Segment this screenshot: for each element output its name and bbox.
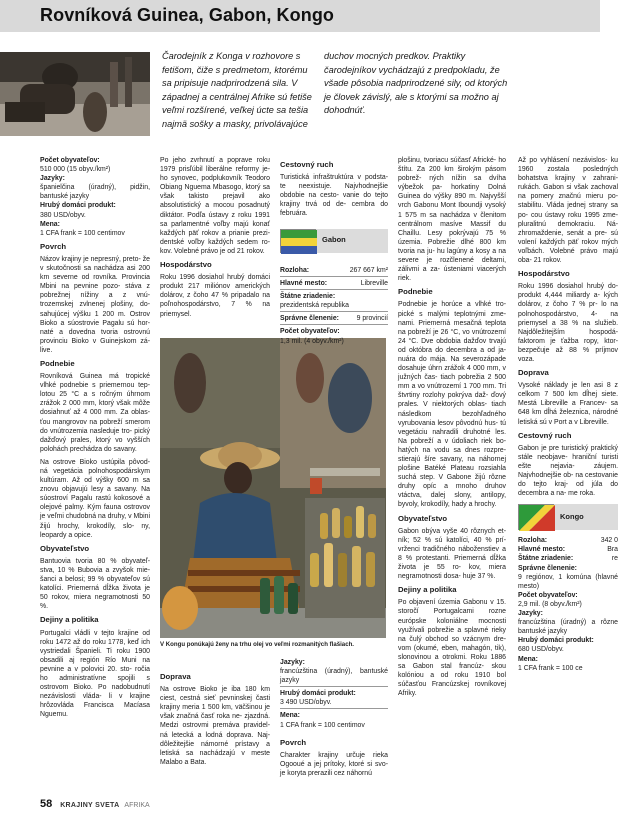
gabon-flag-icon <box>280 229 316 253</box>
kongo-flag-icon <box>518 504 554 530</box>
kongo-currency: Mena: 1 CFA frank = 100 ce <box>518 655 583 672</box>
kongo-flag-label: Kongo <box>560 512 584 522</box>
gabon-gdp: Hrubý domáci produkt: 3 490 USD/obyv. <box>280 690 356 707</box>
kongo-admin: Správne členenie: 9 regiónov, 1 komúna (hlavné mesto) <box>518 564 618 590</box>
text-povrch-gabon: Charakter krajiny určuje rieka Ogooué a jej prítoky, ktoré si svo- je koryta prerazili cez náhornú <box>280 751 388 777</box>
magazine-name: KRAJINY SVETA <box>60 802 120 809</box>
text-povrch: Názov krajiny je nepresný, preto- že v skutočnosti sa nachádza asi 200 km severne od rovníka. Provincia Mbini na pevnine pozo- stáva z pobrežnej nížiny a z vnú- trozemskej zvlnenej plošiny, do- sahujúcej výšku 1 200 m. Ostrov Bioko a súostrovie Pagalu sú hor- naté a dovedna tvoria ostrovnú provinciu Bioko v Guinejskom zá- live. <box>40 255 150 354</box>
page-footer <box>40 798 150 810</box>
gabon-languages: Jazyky: francúzština (úradný), bantuské jazyky <box>280 659 388 685</box>
photo-caption: V Kongu ponúkajú ženy na trhu olej vo veľmi rozmanitých flašiach. <box>160 641 354 648</box>
divider <box>280 276 388 277</box>
column-2-bottom <box>160 668 270 771</box>
heading-povrch: Povrch <box>40 241 67 251</box>
gabon-population: Počet obyvateľov: 1,3 mil. (4 obyv./km²) <box>280 328 344 345</box>
text-doprava: Na ostrove Bioko je iba 180 km ciest, cestná sieť pevninskej časti krajiny meria 1 500 km, väčšinou je však značná časť roka ne- zjazdná. Medzi ostrovmi premáva pravidel- ná letecká a lodná doprava. Naj- dôležitejšie námorné prístavy a letiská sa nachádzajú v meste Malabo a Bata. <box>160 686 270 766</box>
heading-hospodarstvo-gabon: Hospodárstvo <box>518 269 570 279</box>
text-obyvatelstvo: Bantuovia tvoria 80 % obyvateľ- stva, 10 % Bubovia a zvyšok mie- šanci a belosi; 99 % obyvateľov sú katolíci. Priemerná dĺžka života je 50 rokov, miera negramotnosti 50 %. <box>40 557 150 611</box>
heading-dejiny-gabon: Dejiny a politika <box>398 585 457 595</box>
gabon-flag-label: Gabon <box>322 235 346 244</box>
heading-dejiny: Dejiny a politika <box>40 615 99 625</box>
gabon-facts-2 <box>280 658 388 782</box>
gabon-currency: Mena: 1 CFA frank = 100 centimov <box>280 712 365 729</box>
gabon-area: Rozloha: 267 667 km² <box>280 267 388 274</box>
column-1 <box>40 156 150 723</box>
heading-obyvatelstvo: Obyvateľstvo <box>40 543 90 553</box>
section-name: AFRIKA <box>124 802 150 809</box>
divider <box>280 289 388 290</box>
heading-doprava-gabon: Doprava <box>518 368 549 378</box>
heading-hospodarstvo: Hospodárstvo <box>160 260 212 270</box>
intro-caption-right: duchov mocných predkov. Praktiky čarodejníkov vychádzajú z predpokladu, že všade pôsobia nadprirodzené sily, od ktorých je človek závislý, ale s ktorými sa možno aj dohodnúť. <box>324 51 508 116</box>
heading-podnebie: Podnebie <box>40 358 75 368</box>
heading-obyvatelstvo-gabon: Obyvateľstvo <box>398 513 448 523</box>
heading-cestovny-ruch: Cestovný ruch <box>280 160 334 169</box>
column-4 <box>398 156 506 702</box>
text-podnebie-gabon: Podnebie je horúce a vlhké tro- pické s malými teplotnými zme- nami. Priemerná mesačná teplota na pobreží je 26 °C, vo vnútrozemí 24 °C. Dve obdobia dažďov trvajú od októbra do decembra a od ja- nuára do mája. Na severozápade dosahuje úhrn zrážok 4 000 mm, v južných čas- tiach pobrežia 2 500 mm a vo vnútrozemí 1 700 mm. Tri štvrtiny rozlohy pokrýva daž- ďový prales. V niektorých oblas- tiach následkom bezohľadného vyrubovania lesov pôvodnú hus- tú vegetáciu nahradili druhotné les. Na pobreží a v údoliach riek bo- hatých na vodu sa dnes rozpre- stierajú šíre savany, na náhornej plošine Batéké Plateau rozsiahla suchá step. V Gabone žijú rôzne druhy opíc a mnoho druhov vtáctva, dalej slony, antilopy, byvoly, krokodíly, hady a hrochy. <box>398 301 506 509</box>
text-cestovny-ruch: Turistická infraštruktúra v podsta- te neexistuje. Najvhodnejšie obdobie na cesto- vanie do tejto krajiny trvá od de- cembra do februára. <box>280 174 388 218</box>
fact-gdp: Hrubý domáci produkt: 380 USD/obyv. <box>40 202 116 219</box>
kongo-languages: Jazyky: francúzština (úradný) a rôzne bantuské jazyky <box>518 610 618 636</box>
divider <box>280 686 388 687</box>
text-cestovny-ruch-gabon: Gabon je pre turistický praktický stále neobjave- hraniční turisti ešte nejavia- záujem. Najvhodnejšie ob- na cestovanie do tejto kraj- od júla do decembra a na- me roka. <box>518 444 618 498</box>
text-dejiny-gabon: Po objavení územia Gabonu v 15. storočí Portugalcami rozne európske koloniálne mocnosti využívali pobrežie a splavné rieky na čulý obchod so vzácnym dre- vom (okumé, eben, mahagón, tik), slonovinou a otrokmi. Roku 1886 sa Gabon stal francúz- skou kolóniou a od roku 1910 bol súčasťou Francúzskej rovníkovej Afriky. <box>398 599 506 698</box>
kongo-flag-bar <box>518 504 618 530</box>
gabon-capital: Hlavné mesto: Libreville <box>280 280 388 288</box>
gabon-admin: Správne členenie: 9 provincií <box>280 315 388 323</box>
intro-caption-left: Čarodejník z Konga v rozhovore s fetišom, čiže s predmetom, ktorému sa pripisuje nadprirodzená sila. V západnej a centrálnej Afrike sú fetiše veľmi rozšírené, veľkej úcte sa tešia najmä sošky a masky, privolávajúce <box>162 51 312 129</box>
text-hospodarstvo: Roku 1996 dosiahol hrubý domáci produkt 217 miliónov amerických dolárov, z čoho 47 % pripadalo na poľnohospodárstvo, 7 % na priemysel. <box>160 274 270 318</box>
gabon-facts <box>280 266 388 346</box>
text-dejiny: Portugalci vládli v tejto krajine od roku 1472 až do roku 1778, keď ich vystriedali Španieli. Ti roku 1900 obsadili aj región Río Muni na pevnine a v polovici 20. sto- ročia ho administratívne spojili s ostrovom Bioko. Po nadobudnutí nezávislosti vláda- li v krajine hrôzovláda Francisca Macíasa Nguemu. <box>40 629 150 719</box>
market-photo <box>160 338 386 638</box>
column-5-clip <box>516 150 618 795</box>
fact-currency: Mena: 1 CFA frank = 100 centimov <box>40 220 125 237</box>
heading-podnebie-gabon: Podnebie <box>398 287 433 297</box>
fact-languages: Jazyky: španielčina (úradný), pidžin, bantuské jazyky <box>40 175 150 201</box>
kongo-government: Štátne zriadenie: re <box>518 555 618 563</box>
text-politics-continued: Po jeho zvrhnutí a poprave roku 1979 prisľúbil liberálne reformy je- ho synovec, podplukovník Teodoro Obiang Nguema Mbasogo, ktorý sa však takisto prejavil ako absolutistický a mocou posadnutý diktátor. Podľa ústavy z roku 1991 sa parlamentné voľby majú konať každých päť rokov a prianie prezi- dentské voľby každých sedem ro- kov. Volebné právo je od 21 rokov. <box>160 157 270 255</box>
gabon-flag-bar <box>280 229 388 253</box>
kongo-gdp: Hrubý domáci produkt: 680 USD/obyv. <box>518 637 594 654</box>
text-povrch-continued: plošinu, tvoriacu súčasť Africké- ho štítu. Za 200 km širokým pásom pobrež- ných nížin sa dvíha výbežok pa- horkatiny Dolná Guinea do výšky 890 m. Najvyšší vrch Gabonu Mont Iboundji vysoký 1 575 m sa nachádza v členitom centrálnom masíve Massif du Chaillu. Lesy pokrývajú 75 % územia. Pobrežie dlhé 800 km tvoria na ju- hu lagúny a kosy a na severe je rozčlenené deltami, zálivmi a za- ústeniami viacerých riek. <box>398 157 506 283</box>
title-banner <box>0 0 600 32</box>
text-obyvatelstvo-gabon: Gabon obýva vyše 40 rôznych et- ník; 52 % sú katolíci, 40 % prí- vrženci tradičného náboženstiev a 8 % protestanti. Priemerná dĺžka života je 55 ro- kov, miera negramotnosti dosa- huje 37 %. <box>398 527 506 581</box>
heading-doprava: Doprava <box>160 672 191 681</box>
kongo-population: Počet obyvateľov: 2,9 mil. (8 obyv./km²) <box>518 591 582 608</box>
fact-population: Počet obyvateľov: 510 000 (15 obyv./km²) <box>40 157 111 174</box>
divider <box>280 708 388 709</box>
column-2 <box>160 156 270 323</box>
divider <box>280 311 388 312</box>
text-hospodarstvo-gabon: Roku 1996 dosiahol hrubý do- produkt 4,444 miliardy a- kých dolárov, z čoho 7 % pr- lo na polnohospodárstvo, 4- na priemysel a 38 % na služieb. Najdôležitejším hospodá- faktorom je ťažba ropy, ktor- bezpečuje až 88 % príjmov voza. <box>518 283 618 363</box>
divider <box>280 324 388 325</box>
kongo-capital: Hlavné mesto: Bra <box>518 546 618 554</box>
text-doprava-gabon: Vysoké náklady je len asi 8 z celkom 7 500 km dĺhej siete. Mestá Libreville a Francev- sa 648 km dĺhá železnica, národné letiská sú v Port a v Libreville. <box>518 382 618 426</box>
heading-povrch-gabon: Povrch <box>280 737 307 747</box>
page-number: 58 <box>40 798 53 810</box>
text-dejiny-continued: Až po vyhlásení nezávislos- ku 1960 zostala posledných bohatstva krajiny v zahrani- rukách. Gabon si však zachoval na pomery značnú mieru po- stabilitu. Vláda jednej strany sa po- cou ústavy roku 1995 zme- pluralitnú demokraciu. Ná- zhromaždenie, senát a pre- sú volení každých päť rokov mých voľbách. Volebné právo majú oba- 21 rokov. <box>518 157 618 265</box>
kongo-area: Rozloha: 342 0 <box>518 537 618 545</box>
column-5 <box>518 156 618 673</box>
gabon-government: Štátne zriadenie: prezidentská republika <box>280 293 349 310</box>
column-3 <box>280 156 388 223</box>
heading-cestovny-ruch-gabon: Cestovný ruch <box>518 430 572 440</box>
page-title: Rovníková Guinea, Gabon, Kongo <box>40 5 335 25</box>
sorcerer-photo <box>0 52 150 136</box>
text-podnebie-2: Na ostrove Bioko ustúpila pôvod- ná vegetácia polnohospodárskym kultúram. Až od výšky 600 m sa znovu objavujú lesy a savany. Na súostroví Pagalu rastú kokosové a olejové palmy. Kým fauna ostrovov je veľmi chudobná na druhy, v Mbini žijú hrochy, krokodíly, slo- ny, leopardy a opice. <box>40 458 150 539</box>
text-podnebie: Rovníková Guinea má tropické vlhké podnebie s priemernou tep- lotou 25 °C a s ročným úhrnom zrážok 2 000 mm, ktorý však môže dosiahnuť až 4 000 mm. Za oblas- ťou mangrovov na pobreží smerom do vnútrozemia nasleduje tro- pický dažďový prales, ktorý vo vyšších polohách prechádza do savany. <box>40 373 150 453</box>
